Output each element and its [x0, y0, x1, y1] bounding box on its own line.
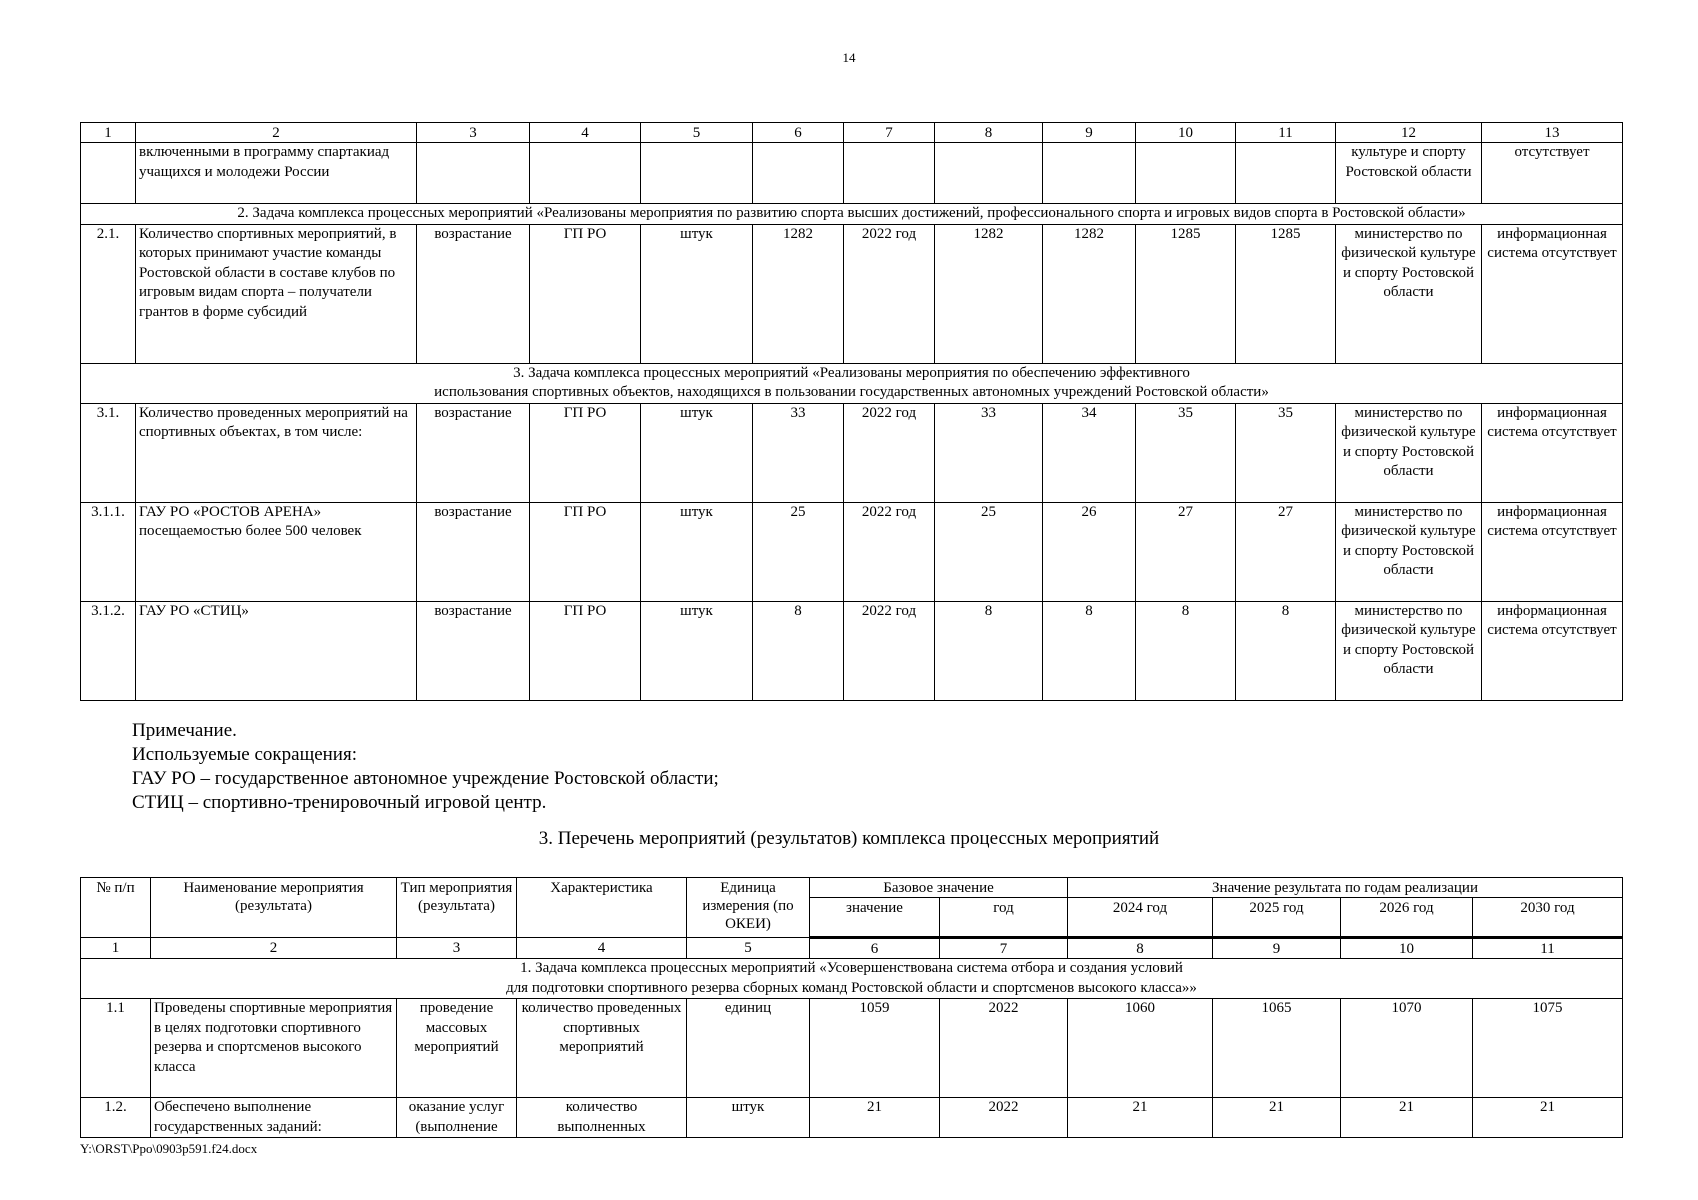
cell	[935, 143, 1043, 204]
table-row	[81, 143, 1623, 204]
header-row	[81, 878, 1623, 898]
header-cell: 6	[753, 123, 844, 143]
cell: 1065	[1213, 999, 1341, 1098]
table-row	[81, 999, 1623, 1098]
cell: культуре и спорту Ростовской области	[1336, 143, 1482, 204]
table-row	[81, 1098, 1623, 1138]
cell: 21	[1473, 1098, 1623, 1138]
section-heading-line: 1. Задача комплекса процессных мероприятий «Усовершенствована система отбора и создания условий	[520, 960, 1183, 976]
cell: 35	[1236, 403, 1336, 502]
note-line: Используемые сокращения:	[132, 744, 357, 765]
cell: 1059	[810, 999, 940, 1098]
header-cell: 5	[687, 938, 810, 959]
cell: включенными в программу спартакиад учащихся и молодежи России	[136, 143, 417, 204]
cell: 1282	[1043, 224, 1136, 363]
header-cell: 1	[81, 938, 151, 959]
cell: штук	[641, 403, 753, 502]
header-base-value-value: значение	[810, 898, 940, 938]
cell: министерство по физической культуре и спорту Ростовской области	[1336, 403, 1482, 502]
cell: штук	[641, 502, 753, 601]
cell: 25	[753, 502, 844, 601]
header-cell: 7	[844, 123, 935, 143]
activities-table	[80, 877, 1623, 1138]
table-row	[81, 224, 1623, 363]
header-cell: 8	[935, 123, 1043, 143]
header-cell: 10	[1136, 123, 1236, 143]
section-heading-line: использования спортивных объектов, находящихся в пользовании государственных автономных учреждений Ростовской области»	[434, 384, 1269, 400]
header-characteristic: Характеристика	[517, 878, 687, 938]
cell: ГП РО	[530, 224, 641, 363]
header-cell: 5	[641, 123, 753, 143]
cell: 2022	[940, 1098, 1068, 1138]
header-cell: 3	[397, 938, 517, 959]
header-cell: 11	[1236, 123, 1336, 143]
cell: информационная система отсутствует	[1482, 502, 1623, 601]
cell	[753, 143, 844, 204]
header-cell: 9	[1213, 938, 1341, 959]
cell: ГАУ РО «СТИЦ»	[136, 601, 417, 700]
header-cell: 1	[81, 123, 136, 143]
header-base-value: Базовое значение	[810, 878, 1068, 898]
section-row	[81, 204, 1623, 225]
section-row	[81, 363, 1623, 403]
note-line: СТИЦ – спортивно-тренировочный игровой центр.	[132, 792, 547, 813]
section-heading	[81, 959, 1623, 999]
cell: 2022 год	[844, 502, 935, 601]
cell: 1.1	[81, 999, 151, 1098]
header-year: 2030 год	[1473, 898, 1623, 938]
cell: возрастание	[417, 403, 530, 502]
note-line: ГАУ РО – государственное автономное учреждение Ростовской области;	[132, 768, 719, 789]
cell: отсутствует	[1482, 143, 1623, 204]
header-cell: 11	[1473, 938, 1623, 959]
cell: 2.1.	[81, 224, 136, 363]
header-cell: 3	[417, 123, 530, 143]
file-path-footer: Y:\ORST\Ppo\0903p591.f24.docx	[80, 1141, 258, 1156]
cell: 3.1.2.	[81, 601, 136, 700]
cell: Количество проведенных мероприятий на спортивных объектах, в том числе:	[136, 403, 417, 502]
cell	[641, 143, 753, 204]
cell: 8	[1236, 601, 1336, 700]
cell: министерство по физической культуре и спорту Ростовской области	[1336, 502, 1482, 601]
cell	[1236, 143, 1336, 204]
cell: 1285	[1136, 224, 1236, 363]
cell: 8	[1136, 601, 1236, 700]
cell: министерство по физической культуре и спорту Ростовской области	[1336, 224, 1482, 363]
section-heading-line: 3. Задача комплекса процессных мероприятий «Реализованы мероприятия по обеспечению эффективного	[513, 364, 1190, 381]
cell	[1043, 143, 1136, 204]
cell: 21	[1068, 1098, 1213, 1138]
cell: 1060	[1068, 999, 1213, 1098]
table-row	[81, 502, 1623, 601]
cell: штук	[641, 601, 753, 700]
header-unit: Единица измерения (по ОКЕИ)	[687, 878, 810, 938]
header-cell: 12	[1336, 123, 1482, 143]
header-year: 2024 год	[1068, 898, 1213, 938]
header-cell: 9	[1043, 123, 1136, 143]
header-name: Наименование мероприятия (результата)	[151, 878, 397, 938]
cell: 2022 год	[844, 601, 935, 700]
cell: оказание услуг (выполнение	[397, 1098, 517, 1138]
section-title: 3. Перечень мероприятий (результатов) комплекса процессных мероприятий	[538, 828, 1160, 849]
cell: 26	[1043, 502, 1136, 601]
header-cell: 8	[1068, 938, 1213, 959]
note-heading: Примечание.	[132, 720, 237, 741]
section-heading	[81, 363, 1623, 403]
cell: 1282	[753, 224, 844, 363]
cell: 3.1.	[81, 403, 136, 502]
cell: 8	[1043, 601, 1136, 700]
section-row	[81, 959, 1623, 999]
cell: возрастание	[417, 502, 530, 601]
cell: 27	[1136, 502, 1236, 601]
cell: 25	[935, 502, 1043, 601]
cell: возрастание	[417, 224, 530, 363]
column-number-row	[81, 123, 1623, 143]
header-result-values: Значение результата по годам реализации	[1068, 878, 1623, 898]
cell: 1285	[1236, 224, 1336, 363]
header-base-value-year: год	[940, 898, 1068, 938]
cell: 33	[935, 403, 1043, 502]
header-cell: 2	[136, 123, 417, 143]
cell	[417, 143, 530, 204]
cell: количество выполненных	[517, 1098, 687, 1138]
cell: ГАУ РО «РОСТОВ АРЕНА» посещаемостью более 500 человек	[136, 502, 417, 601]
cell: информационная система отсутствует	[1482, 224, 1623, 363]
cell: количество проведенных спортивных мероприятий	[517, 999, 687, 1098]
cell: информационная система отсутствует	[1482, 601, 1623, 700]
cell: ГП РО	[530, 601, 641, 700]
header-type: Тип мероприятия (результата)	[397, 878, 517, 938]
cell: 1282	[935, 224, 1043, 363]
cell	[1136, 143, 1236, 204]
header-year: 2026 год	[1341, 898, 1473, 938]
cell: 1070	[1341, 999, 1473, 1098]
cell: Проведены спортивные мероприятия в целях подготовки спортивного резерва и спортсменов высокого класса	[151, 999, 397, 1098]
cell: возрастание	[417, 601, 530, 700]
abbreviations-note	[132, 719, 719, 815]
cell: министерство по физической культуре и спорту Ростовской области	[1336, 601, 1482, 700]
section-heading-line: для подготовки спортивного резерва сборных команд Ростовской области и спортсменов высокого класса»»	[506, 979, 1197, 996]
header-cell: 7	[940, 938, 1068, 959]
cell: штук	[687, 1098, 810, 1138]
cell: 21	[1213, 1098, 1341, 1138]
header-number: № п/п	[81, 878, 151, 938]
cell: ГП РО	[530, 502, 641, 601]
header-cell: 10	[1341, 938, 1473, 959]
header-year: 2025 год	[1213, 898, 1341, 938]
indicators-table	[80, 122, 1623, 701]
cell: 3.1.1.	[81, 502, 136, 601]
cell: единиц	[687, 999, 810, 1098]
table-row	[81, 403, 1623, 502]
cell: 21	[810, 1098, 940, 1138]
header-cell: 4	[517, 938, 687, 959]
header-cell: 2	[151, 938, 397, 959]
cell: информационная система отсутствует	[1482, 403, 1623, 502]
cell: 33	[753, 403, 844, 502]
cell: 1.2.	[81, 1098, 151, 1138]
header-cell: 4	[530, 123, 641, 143]
cell: 35	[1136, 403, 1236, 502]
cell: проведение массовых мероприятий	[397, 999, 517, 1098]
section-heading: 2. Задача комплекса процессных мероприятий «Реализованы мероприятия по развитию спорта высших достижений, профессионального спорта и игровых видов спорта в Ростовской области»	[81, 204, 1623, 225]
cell: 34	[1043, 403, 1136, 502]
header-cell: 13	[1482, 123, 1623, 143]
cell: 2022 год	[844, 224, 935, 363]
page-number: 14	[842, 50, 856, 65]
cell: 8	[753, 601, 844, 700]
table-row	[81, 601, 1623, 700]
cell: штук	[641, 224, 753, 363]
cell: 2022	[940, 999, 1068, 1098]
cell: Обеспечено выполнение государственных заданий:	[151, 1098, 397, 1138]
cell: 21	[1341, 1098, 1473, 1138]
cell: 1075	[1473, 999, 1623, 1098]
cell	[81, 143, 136, 204]
cell: 8	[935, 601, 1043, 700]
cell	[530, 143, 641, 204]
cell	[844, 143, 935, 204]
header-cell: 6	[810, 938, 940, 959]
column-number-row	[81, 938, 1623, 959]
cell: ГП РО	[530, 403, 641, 502]
cell: Количество спортивных мероприятий, в которых принимают участие команды Ростовской области в составе клубов по игровым видам спорта – получатели грантов в форме субсидий	[136, 224, 417, 363]
cell: 27	[1236, 502, 1336, 601]
cell: 2022 год	[844, 403, 935, 502]
